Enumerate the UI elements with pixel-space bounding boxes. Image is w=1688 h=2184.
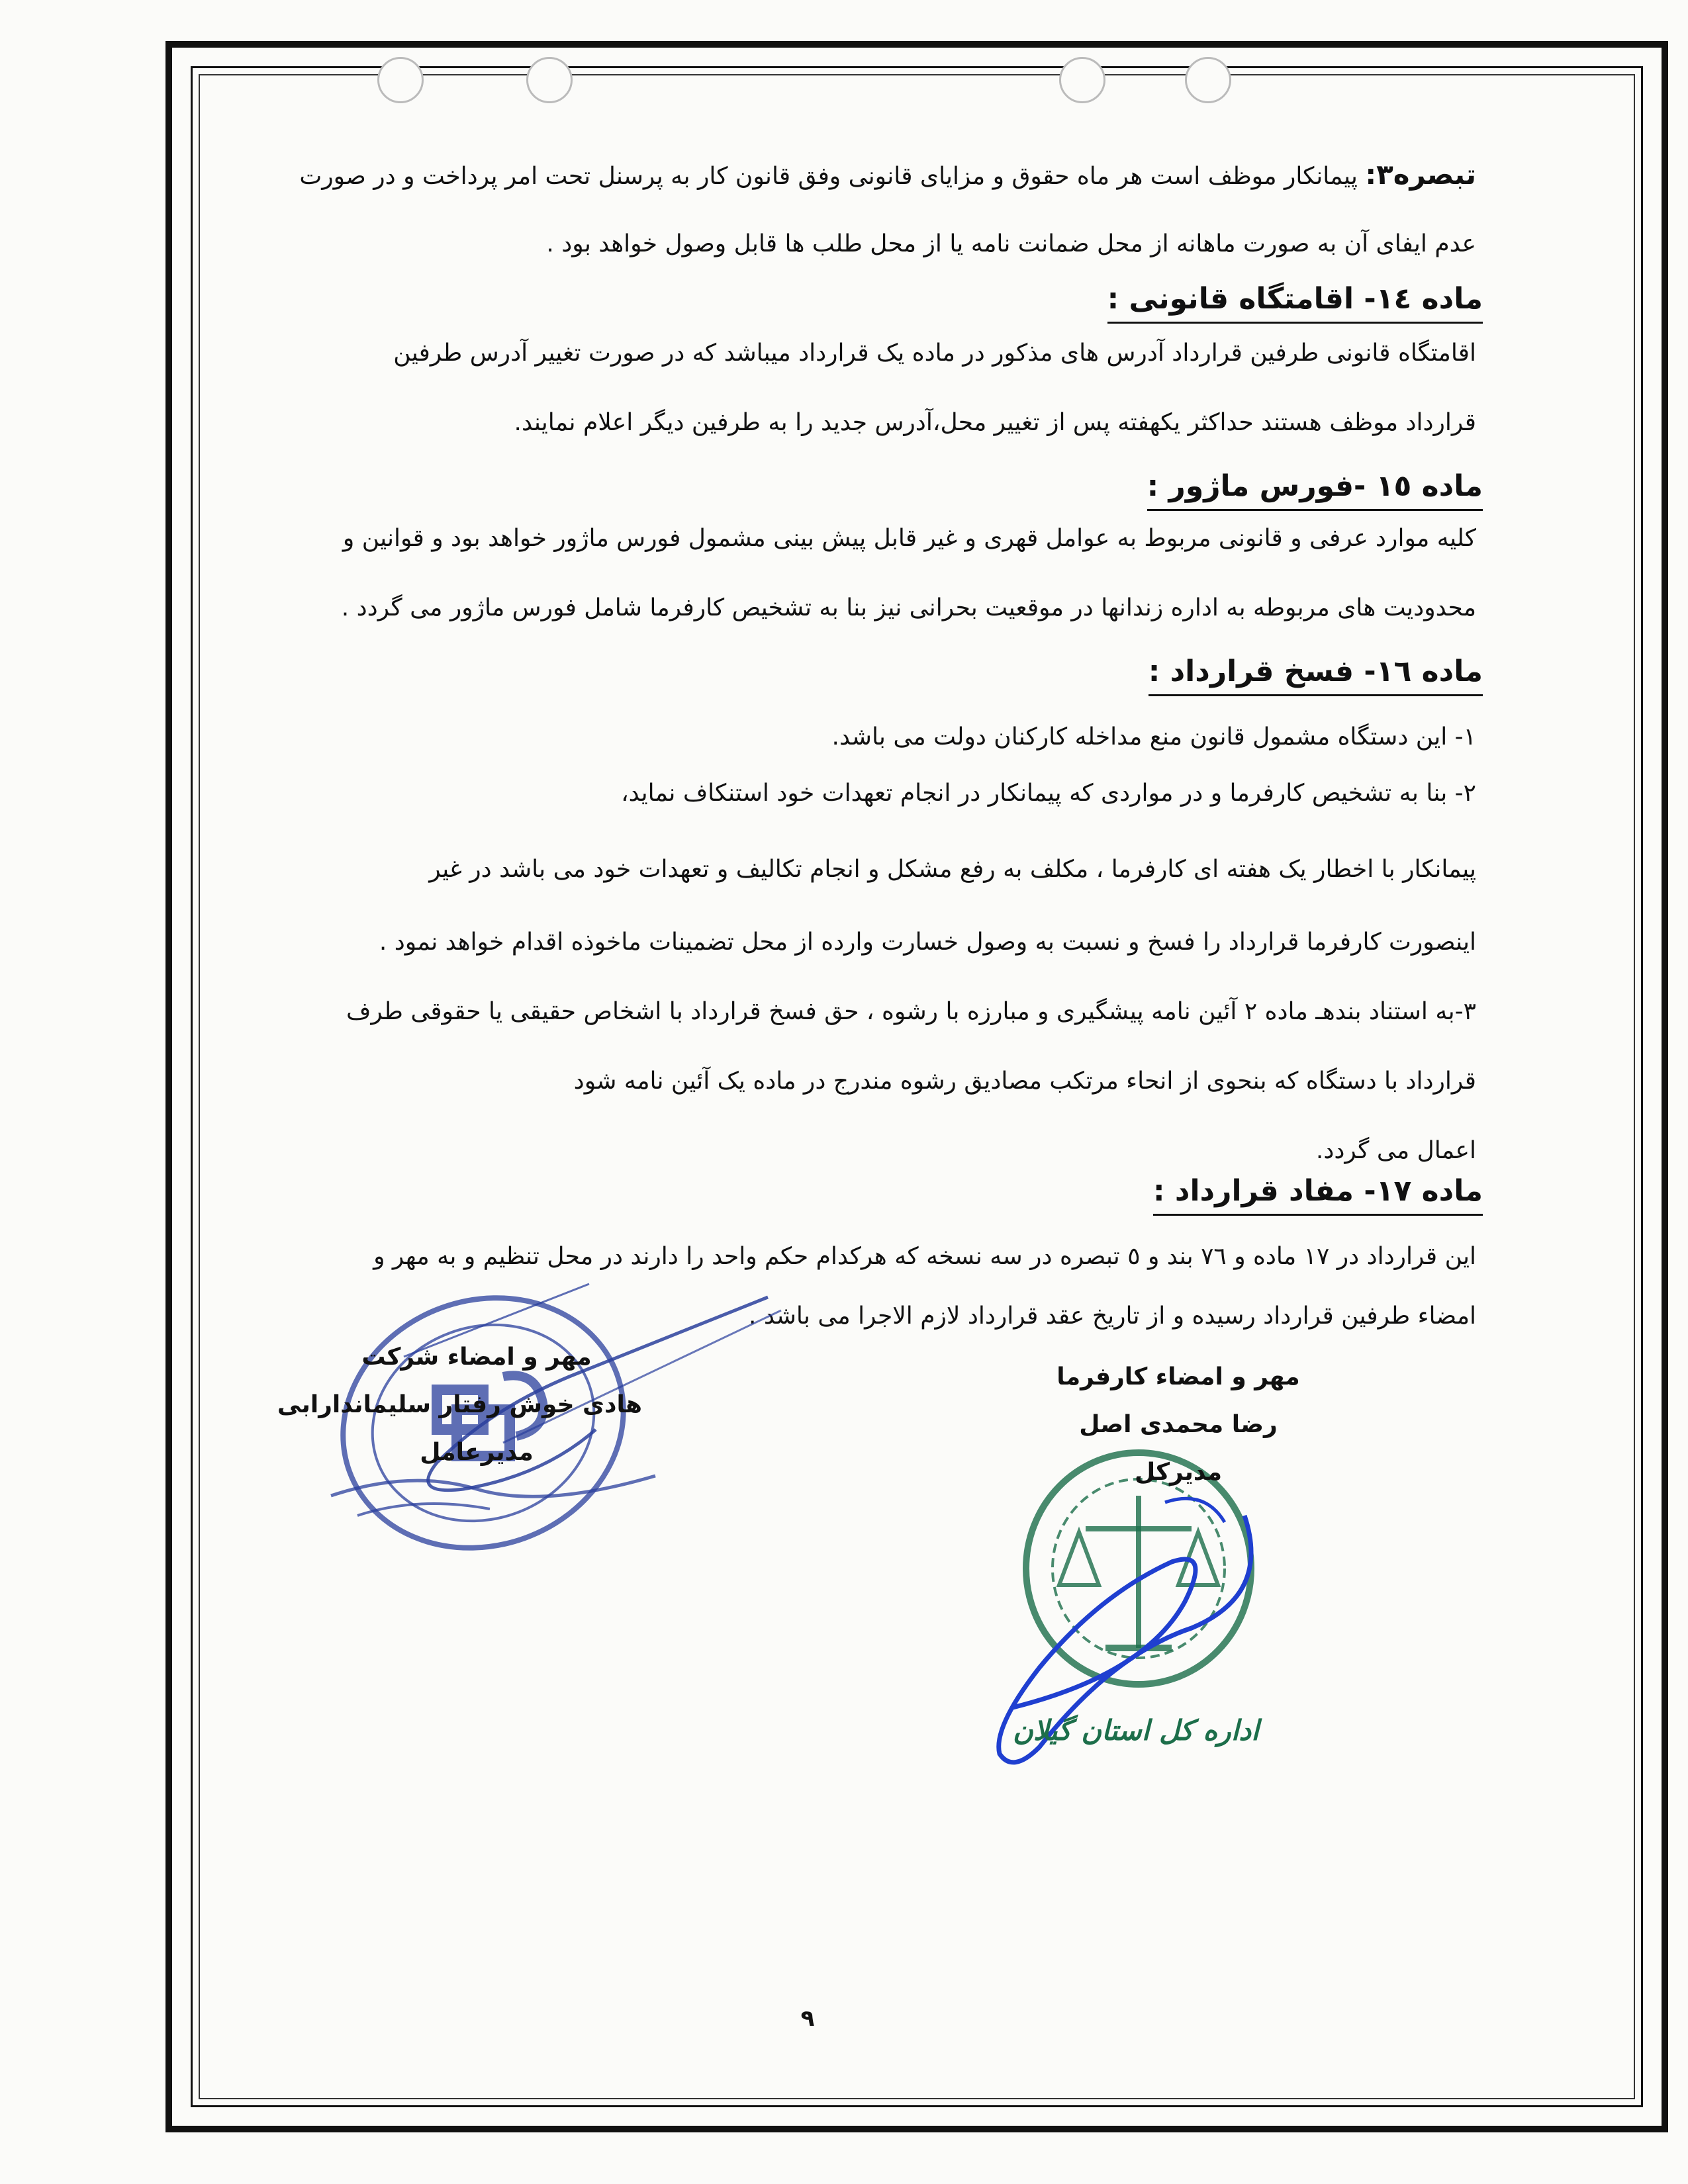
note3-label: تبصره۳: (1365, 158, 1476, 191)
article16-line: ١- این دستگاه مشمول قانون منع مداخله کارکنان دولت می باشد. (831, 723, 1476, 751)
company-signature-title: مهر و امضاء شرکت (361, 1343, 592, 1371)
article16-line: قرارداد با دستگاه که بنحوی از انحاء مرتکب مصادیق رشوه مندرج در ماده یک آئین نامه شود (573, 1068, 1476, 1095)
punch-hole (1059, 57, 1105, 103)
article17-line: امضاء طرفین قرارداد رسیده و از تاریخ عقد قرارداد لازم الاجرا می باشد . (748, 1302, 1476, 1330)
article14-line: قرارداد موظف هستند حداکثر یکهفته پس از تغییر محل،آدرس جدید را به طرفین دیگر اعلام نمایند. (514, 409, 1476, 436)
punch-hole (1185, 57, 1231, 103)
article16-line: ٣-به استناد بندهـ ماده ٢ آئین نامه پیشگیری و مبارزه با رشوه ، حق فسخ قرارداد با اشخاص حقیقی یا حقوقی طرف (346, 998, 1476, 1025)
article17-heading: ماده ١٧- مفاد قرارداد : (1153, 1171, 1483, 1216)
article14-heading: ماده ١٤- اقامتگاه قانونی : (1107, 279, 1483, 324)
employer-signatory-role: مدیرکل (1134, 1459, 1223, 1486)
punch-hole (377, 57, 424, 103)
punch-hole (526, 57, 573, 103)
article16-heading: ماده ١٦- فسخ قرارداد : (1149, 652, 1483, 696)
company-signatory-role: مدیرعامل (420, 1439, 534, 1466)
article14-line: اقامتگاه قانونی طرفین قرارداد آدرس های مذکور در ماده یک قرارداد میباشد که در صورت تغییر آدرس طرفین (393, 340, 1476, 367)
company-signatory-name: هادی خوش رفتار سلیماندارابی (277, 1391, 642, 1418)
article16-line: پیمانکار با اخطار یک هفته ای کارفرما ، مکلف به رفع مشکل و انجام تکالیف و تعهدات خود می باشد در غیر (429, 856, 1476, 883)
article15-heading: ماده ١٥ -فورس ماژور : (1147, 467, 1483, 511)
article17-line: این قرارداد در ١٧ ماده و ٧٦ بند و ٥ تبصره در سه نسخه که هرکدام حکم واحد را دارند در محل تنظیم و به مهر و (373, 1243, 1476, 1270)
note3-line-2: عدم ایفای آن به صورت ماهانه از محل ضمانت نامه یا از محل طلب ها قابل وصول خواهد بود . (546, 230, 1476, 257)
note3-line-1 (225, 156, 1476, 196)
article16-line: اینصورت کارفرما قرارداد را فسخ و نسبت به وصول خسارت وارده از محل تضمینات ماخوذه اقدام خواهد نمود . (379, 929, 1476, 956)
page-number: ٩ (800, 2005, 815, 2032)
article15-line: محدودیت های مربوطه به اداره زندانها در موقعیت بحرانی نیز بنا به تشخیص کارفرما شامل فورس ماژور می گردد . (341, 594, 1476, 621)
note3-text: پیمانکار موظف است هر ماه حقوق و مزایای قانونی وفق قانون کار به پرسنل تحت امر پرداخت و در صورت (299, 163, 1366, 190)
article16-line: ٢- بنا به تشخیص کارفرما و در مواردی که پیمانکار در انجام تعهدات خود استنکاف نماید، (621, 780, 1476, 807)
company-signature-block (277, 1334, 642, 1477)
employer-signature-title: مهر و امضاء کارفرما (1056, 1363, 1300, 1390)
employer-signature-block (1013, 1353, 1344, 1496)
article16-line: اعمال می گردد. (1315, 1137, 1476, 1164)
employer-signatory-name: رضا محمدی اصل (1079, 1411, 1278, 1438)
article15-line: کلیه موارد عرفی و قانونی مربوط به عوامل قهری و غیر قابل پیش بینی مشمول فورس ماژور خواهد بود و قوانین و (342, 525, 1476, 552)
employer-stamp-text: اداره کل استان گیلان (1013, 1714, 1259, 1747)
